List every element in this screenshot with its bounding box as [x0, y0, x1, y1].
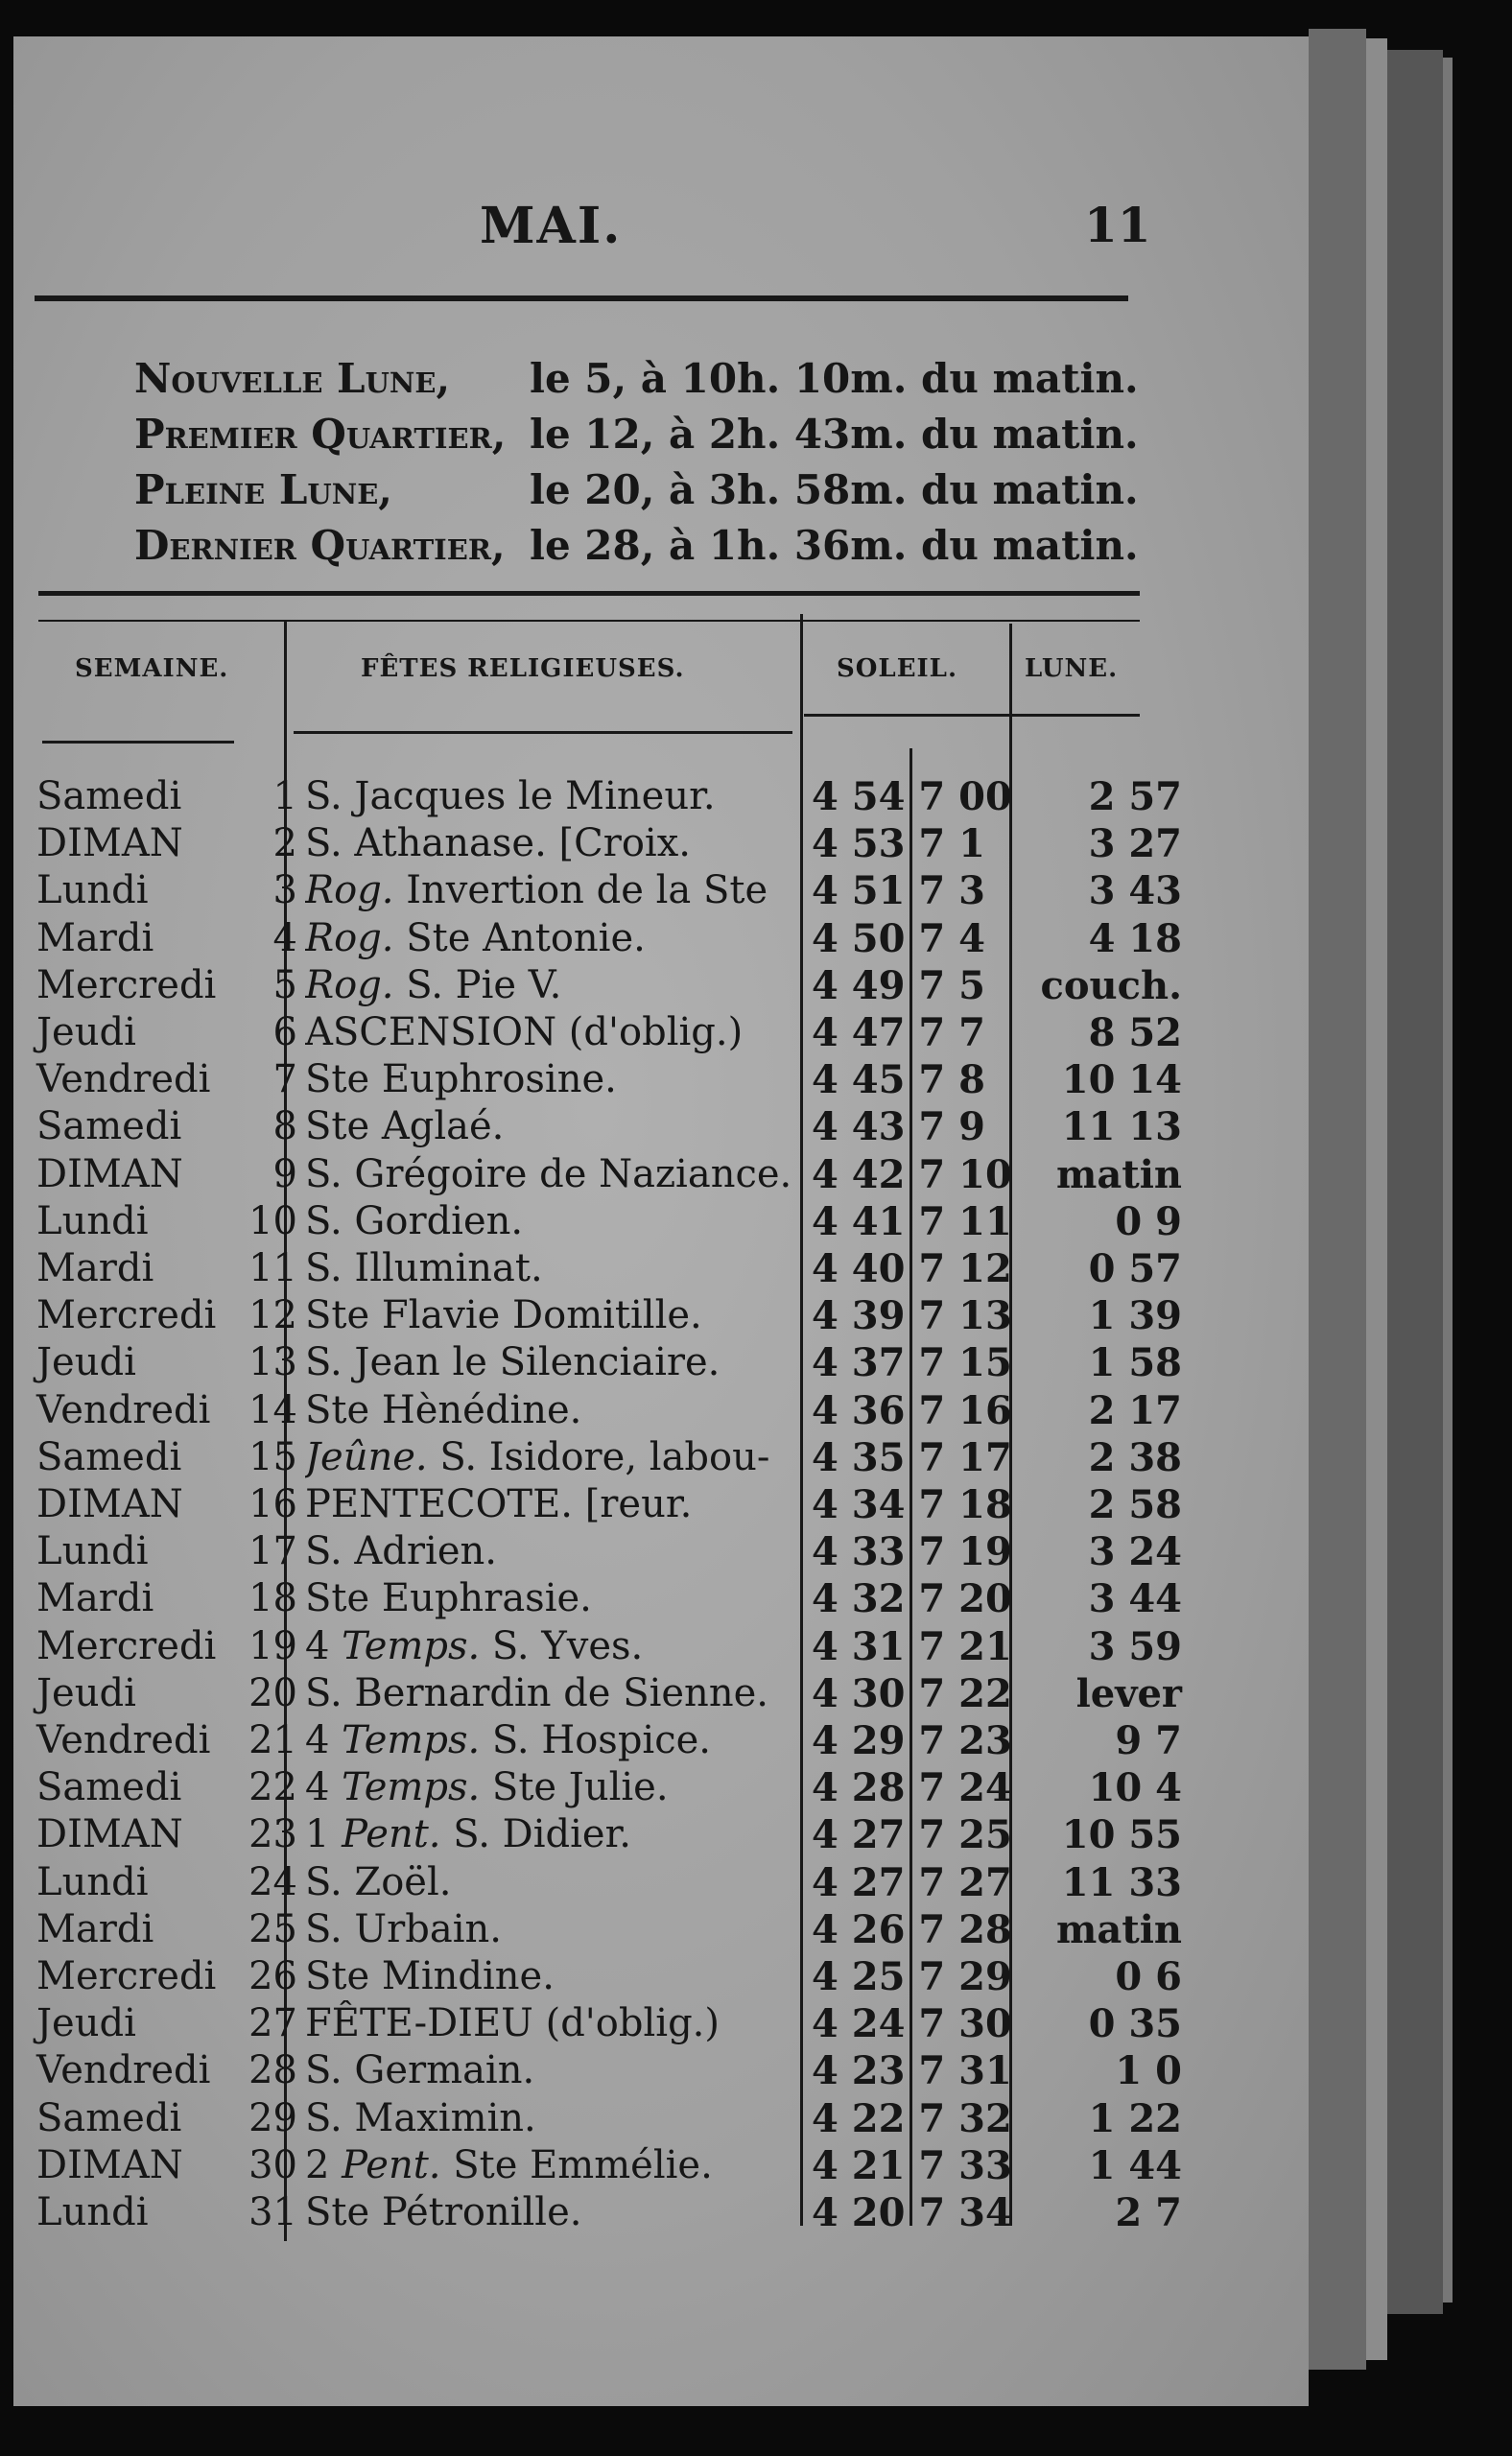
- day-name: Mercredi: [36, 1293, 217, 1338]
- day-name: Vendredi: [36, 1718, 211, 1762]
- day-name: Lundi: [36, 1529, 149, 1574]
- day-number: 12: [248, 1293, 297, 1338]
- table-row: [0, 867, 1247, 914]
- sun-times: 4 23 7 31: [812, 2048, 1012, 2094]
- religious-feast: S. Jacques le Mineur.: [305, 774, 716, 818]
- sun-times: 4 47 7 7: [812, 1010, 985, 1055]
- phases-rule-thin: [38, 620, 1140, 622]
- religious-feast: S. Jean le Silenciaire.: [305, 1340, 721, 1385]
- table-row: [0, 915, 1247, 962]
- column-header-rule: [294, 731, 792, 734]
- table-row: [0, 1151, 1247, 1198]
- table-row: [0, 2047, 1247, 2094]
- column-header-rule: [42, 741, 234, 744]
- day-name: Lundi: [36, 1859, 149, 1904]
- sun-times: 4 27 7 25: [812, 1812, 1012, 1858]
- moon-time: 10 4: [1088, 1765, 1182, 1811]
- day-number: 6: [272, 1010, 297, 1054]
- religious-feast: S. Maximin.: [305, 2095, 536, 2140]
- sun-times: 4 45 7 8: [812, 1057, 985, 1103]
- moon-time: lever: [1075, 1670, 1182, 1716]
- day-name: Samedi: [36, 2095, 182, 2140]
- sun-times: 4 35 7 17: [812, 1434, 1012, 1480]
- table-row: [0, 1764, 1247, 1811]
- religious-feast: S. Athanase. [Croix.: [305, 821, 691, 866]
- sun-times: 4 42 7 10: [812, 1151, 1012, 1197]
- sun-times: 4 36 7 16: [812, 1387, 1012, 1433]
- day-number: 24: [248, 1859, 297, 1904]
- moon-phase-name: Nouvelle Lune,: [134, 355, 451, 402]
- religious-feast: S. Zoël.: [305, 1859, 452, 1904]
- sun-times: 4 24 7 30: [812, 2001, 1012, 2047]
- day-number: 8: [272, 1104, 297, 1149]
- moon-time: 0 6: [1115, 1954, 1182, 1999]
- day-number: 1: [272, 774, 297, 818]
- day-number: 7: [272, 1057, 297, 1102]
- moon-time: 1 22: [1088, 2095, 1182, 2141]
- moon-time: 3 24: [1088, 1529, 1182, 1575]
- day-number: 26: [248, 1954, 297, 1998]
- sun-times: 4 51 7 3: [812, 868, 985, 914]
- day-number: 9: [272, 1151, 297, 1196]
- day-name: Jeudi: [36, 2001, 136, 2046]
- moon-time: matin: [1056, 1906, 1182, 1952]
- day-name: Mercredi: [36, 1623, 217, 1668]
- moon-time: 10 55: [1061, 1812, 1182, 1858]
- day-number: 27: [248, 2001, 297, 2046]
- table-row: [0, 1245, 1247, 1292]
- day-number: 18: [248, 1576, 297, 1621]
- moon-phase-time: le 5, à 10h. 10m. du matin.: [530, 355, 1139, 402]
- day-name: Jeudi: [36, 1010, 136, 1054]
- day-name: Samedi: [36, 1765, 182, 1810]
- sun-times: 4 32 7 20: [812, 1576, 1012, 1622]
- day-number: 30: [248, 2142, 297, 2187]
- day-name: DIMAN: [36, 1151, 183, 1196]
- religious-feast: 4 Temps. S. Yves.: [305, 1623, 644, 1668]
- day-name: Vendredi: [36, 1387, 211, 1432]
- religious-feast: Ste Aglaé.: [305, 1104, 505, 1149]
- sun-times: 4 29 7 23: [812, 1718, 1012, 1763]
- moon-time: 2 38: [1088, 1434, 1182, 1480]
- day-name: Vendredi: [36, 1057, 211, 1102]
- book-spine: [1309, 29, 1366, 2370]
- table-row: [0, 1575, 1247, 1622]
- religious-feast: 4 Temps. S. Hospice.: [305, 1718, 712, 1762]
- religious-feast: Rog. Invertion de la Ste: [305, 868, 768, 913]
- day-number: 14: [248, 1387, 297, 1432]
- table-row: [0, 2142, 1247, 2189]
- month-title: MAI.: [480, 197, 623, 255]
- table-row: [0, 1906, 1247, 1953]
- column-header-rule: [804, 714, 1140, 717]
- day-number: 2: [272, 821, 297, 866]
- day-name: Lundi: [36, 1198, 149, 1243]
- table-row: [0, 2000, 1247, 2047]
- day-name: Lundi: [36, 868, 149, 913]
- sun-times: 4 26 7 28: [812, 1906, 1012, 1952]
- moon-phase-name: Premier Quartier,: [134, 411, 507, 458]
- moon-time: matin: [1056, 1151, 1182, 1197]
- sun-times: 4 22 7 32: [812, 2095, 1012, 2141]
- col-header-soleil: SOLEIL.: [837, 654, 958, 683]
- sun-times: 4 21 7 33: [812, 2142, 1012, 2188]
- day-name: Mardi: [36, 1906, 154, 1951]
- moon-time: 1 39: [1088, 1293, 1182, 1339]
- moon-time: 1 0: [1115, 2048, 1182, 2094]
- day-name: Samedi: [36, 1104, 182, 1149]
- religious-feast: Ste Pétronille.: [305, 2190, 582, 2234]
- moon-time: 11 33: [1061, 1859, 1182, 1905]
- religious-feast: FÊTE-DIEU (d'oblig.): [305, 2001, 720, 2046]
- sun-times: 4 40 7 12: [812, 1246, 1012, 1291]
- religious-feast: 1 Pent. S. Didier.: [305, 1812, 632, 1857]
- sun-times: 4 34 7 18: [812, 1482, 1012, 1527]
- moon-phase-name: Pleine Lune,: [134, 466, 392, 513]
- table-row: [0, 1859, 1247, 1906]
- moon-time: 2 7: [1115, 2190, 1182, 2235]
- day-number: 10: [248, 1198, 297, 1243]
- moon-time: 0 35: [1088, 2001, 1182, 2047]
- moon-time: 1 44: [1088, 2142, 1182, 2188]
- sun-times: 4 49 7 5: [812, 962, 985, 1008]
- header-rule: [35, 295, 1128, 301]
- day-number: 28: [248, 2048, 297, 2093]
- religious-feast: Ste Mindine.: [305, 1954, 555, 1998]
- day-number: 19: [248, 1623, 297, 1668]
- sun-times: 4 41 7 11: [812, 1198, 1012, 1244]
- table-row: [0, 773, 1247, 820]
- sun-times: 4 43 7 9: [812, 1104, 985, 1150]
- day-name: DIMAN: [36, 2142, 183, 2187]
- page-number: 11: [1084, 197, 1151, 253]
- day-number: 29: [248, 2095, 297, 2140]
- moon-time: 3 44: [1088, 1576, 1182, 1622]
- moon-time: couch.: [1040, 962, 1182, 1008]
- moon-time: 3 59: [1088, 1623, 1182, 1669]
- sun-times: 4 39 7 13: [812, 1293, 1012, 1339]
- religious-feast: 2 Pent. Ste Emmélie.: [305, 2142, 713, 2187]
- sun-times: 4 54 7 00: [812, 774, 1012, 819]
- table-row: [0, 1198, 1247, 1245]
- day-name: Samedi: [36, 1434, 182, 1479]
- book-cover-rim: [1443, 58, 1453, 2302]
- day-name: Mardi: [36, 1576, 154, 1621]
- day-name: Jeudi: [36, 1670, 136, 1715]
- table-row: [0, 1717, 1247, 1764]
- religious-feast: S. Grégoire de Naziance.: [305, 1151, 792, 1196]
- day-name: Mercredi: [36, 962, 217, 1007]
- table-row: [0, 1056, 1247, 1103]
- day-name: Mardi: [36, 1246, 154, 1290]
- table-row: [0, 1623, 1247, 1670]
- day-number: 3: [272, 868, 297, 913]
- day-number: 15: [248, 1434, 297, 1479]
- day-name: Samedi: [36, 774, 182, 818]
- day-number: 20: [248, 1670, 297, 1715]
- moon-phase-time: le 20, à 3h. 58m. du matin.: [530, 466, 1139, 513]
- moon-time: 10 14: [1061, 1057, 1182, 1103]
- moon-phase-time: le 28, à 1h. 36m. du matin.: [530, 522, 1139, 569]
- table-row: [0, 962, 1247, 1009]
- day-number: 25: [248, 1906, 297, 1951]
- table-row: [0, 1953, 1247, 2000]
- phases-rule: [38, 591, 1140, 596]
- day-name: DIMAN: [36, 1812, 183, 1857]
- day-number: 5: [272, 962, 297, 1007]
- table-row: [0, 1528, 1247, 1575]
- religious-feast: PENTECOTE. [reur.: [305, 1482, 693, 1526]
- sun-times: 4 20 7 34: [812, 2190, 1012, 2235]
- table-row: [0, 1670, 1247, 1717]
- religious-feast: Ste Euphrosine.: [305, 1057, 617, 1102]
- religious-feast: S. Adrien.: [305, 1529, 497, 1574]
- table-row: [0, 1481, 1247, 1528]
- table-row: [0, 2095, 1247, 2142]
- moon-time: 3 27: [1088, 821, 1182, 867]
- religious-feast: ASCENSION (d'oblig.): [305, 1010, 744, 1054]
- day-name: DIMAN: [36, 821, 183, 866]
- sun-times: 4 53 7 1: [812, 821, 985, 867]
- table-row: [0, 1103, 1247, 1150]
- moon-time: 0 9: [1115, 1198, 1182, 1244]
- sun-times: 4 33 7 19: [812, 1529, 1012, 1575]
- religious-feast: S. Bernardin de Sienne.: [305, 1670, 768, 1715]
- moon-time: 8 52: [1088, 1010, 1182, 1055]
- religious-feast: S. Illuminat.: [305, 1246, 543, 1290]
- day-name: Mercredi: [36, 1954, 217, 1998]
- moon-time: 4 18: [1088, 915, 1182, 961]
- moon-time: 2 58: [1088, 1482, 1182, 1527]
- moon-time: 1 58: [1088, 1340, 1182, 1386]
- sun-times: 4 37 7 15: [812, 1340, 1012, 1386]
- day-number: 21: [248, 1718, 297, 1762]
- moon-time: 11 13: [1061, 1104, 1182, 1150]
- col-header-semaine: SEMAINE.: [75, 654, 229, 683]
- sun-times: 4 27 7 27: [812, 1859, 1012, 1905]
- col-header-lune: LUNE.: [1025, 654, 1119, 683]
- sun-times: 4 31 7 21: [812, 1623, 1012, 1669]
- table-row: [0, 1009, 1247, 1056]
- table-row: [0, 1811, 1247, 1858]
- col-header-fetes: FÊTES RELIGIEUSES.: [361, 654, 685, 683]
- sun-times: 4 25 7 29: [812, 1954, 1012, 1999]
- religious-feast: Ste Euphrasie.: [305, 1576, 592, 1621]
- table-row: [0, 1339, 1247, 1386]
- sun-times: 4 50 7 4: [812, 915, 985, 961]
- religious-feast: Ste Hènédine.: [305, 1387, 582, 1432]
- religious-feast: Ste Flavie Domitille.: [305, 1293, 702, 1338]
- day-number: 17: [248, 1529, 297, 1574]
- day-name: Jeudi: [36, 1340, 136, 1385]
- moon-time: 2 17: [1088, 1387, 1182, 1433]
- book-cover-edge: [1387, 50, 1443, 2314]
- day-number: 13: [248, 1340, 297, 1385]
- religious-feast: S. Urbain.: [305, 1906, 502, 1951]
- day-number: 11: [248, 1246, 297, 1290]
- moon-phase-time: le 12, à 2h. 43m. du matin.: [530, 411, 1139, 458]
- day-name: Mardi: [36, 915, 154, 960]
- religious-feast: Rog. S. Pie V.: [305, 962, 562, 1007]
- day-number: 23: [248, 1812, 297, 1857]
- moon-time: 2 57: [1088, 774, 1182, 819]
- religious-feast: S. Germain.: [305, 2048, 535, 2093]
- day-number: 16: [248, 1482, 297, 1526]
- table-row: [0, 1434, 1247, 1481]
- table-row: [0, 1387, 1247, 1434]
- table-row: [0, 2189, 1247, 2236]
- moon-time: 0 57: [1088, 1246, 1182, 1291]
- day-number: 4: [272, 915, 297, 960]
- table-row: [0, 1292, 1247, 1339]
- sun-times: 4 30 7 22: [812, 1670, 1012, 1716]
- religious-feast: Rog. Ste Antonie.: [305, 915, 646, 960]
- day-name: DIMAN: [36, 1482, 183, 1526]
- moon-phase-name: Dernier Quartier,: [134, 522, 506, 569]
- day-name: Lundi: [36, 2190, 149, 2234]
- sun-times: 4 28 7 24: [812, 1765, 1012, 1811]
- moon-time: 3 43: [1088, 868, 1182, 914]
- day-number: 31: [248, 2190, 297, 2234]
- table-row: [0, 820, 1247, 867]
- religious-feast: S. Gordien.: [305, 1198, 524, 1243]
- moon-time: 9 7: [1115, 1718, 1182, 1763]
- religious-feast: Jeûne. S. Isidore, labou-: [305, 1434, 770, 1479]
- day-number: 22: [248, 1765, 297, 1810]
- religious-feast: 4 Temps. Ste Julie.: [305, 1765, 669, 1810]
- book-spine-edge: [1366, 38, 1387, 2360]
- day-name: Vendredi: [36, 2048, 211, 2093]
